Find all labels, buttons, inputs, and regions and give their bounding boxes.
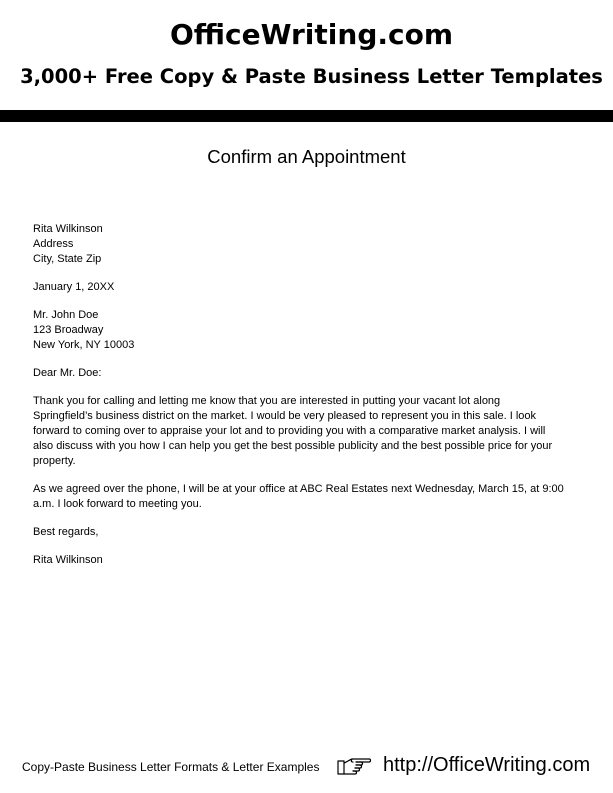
- sender-name: Rita Wilkinson: [33, 223, 103, 235]
- site-title: OfficeWriting.com: [169, 18, 454, 51]
- letter-title: Confirm an Appointment: [207, 146, 406, 167]
- header-divider: [0, 110, 613, 122]
- signature-block: [33, 553, 578, 568]
- signature: Rita Wilkinson: [33, 554, 103, 566]
- letter-date: January 1, 20XX: [33, 281, 115, 293]
- recipient-block: [33, 308, 578, 353]
- closing-block: [33, 525, 578, 540]
- body-line: a.m. I look forward to meeting you.: [33, 498, 202, 510]
- body-line: forward to coming over to appraise your lot and to providing you with a comparative market analysis. I will: [33, 425, 546, 437]
- date-block: [33, 280, 578, 295]
- body-line: property.: [33, 455, 76, 467]
- footer-url-link[interactable]: http://OfficeWriting.com: [383, 754, 591, 776]
- site-tagline: 3,000+ Free Copy & Paste Business Letter Templates: [20, 65, 603, 88]
- recipient-street: 123 Broadway: [33, 324, 104, 336]
- recipient-city: New York, NY 10003: [33, 339, 135, 351]
- body-line: Springfield’s business district on the market. I would be very pleased to represent you in this sale. I look: [33, 410, 537, 422]
- body-paragraph-2: [33, 482, 578, 512]
- body-paragraph-1: [33, 394, 578, 469]
- salutation-block: [33, 366, 578, 381]
- body-line: As we agreed over the phone, I will be at your office at ABC Real Estates next Wednesday, March 15, at 9:00: [33, 483, 564, 495]
- salutation: Dear Mr. Doe:: [33, 367, 102, 379]
- footer-tagline: Copy-Paste Business Letter Formats & Letter Examples: [22, 760, 320, 774]
- letter-body: [33, 222, 578, 581]
- closing: Best regards,: [33, 526, 99, 538]
- sender-city-state-zip: City, State Zip: [33, 253, 102, 265]
- sender-block: [33, 222, 578, 267]
- body-line: Thank you for calling and letting me know that you are interested in putting your vacant lot along: [33, 395, 501, 407]
- sender-address: Address: [33, 238, 74, 250]
- pointing-hand-icon: [336, 754, 372, 778]
- body-line: also discuss with you how I can help you get the best possible publicity and the best possible price for your: [33, 440, 553, 452]
- recipient-name: Mr. John Doe: [33, 309, 99, 321]
